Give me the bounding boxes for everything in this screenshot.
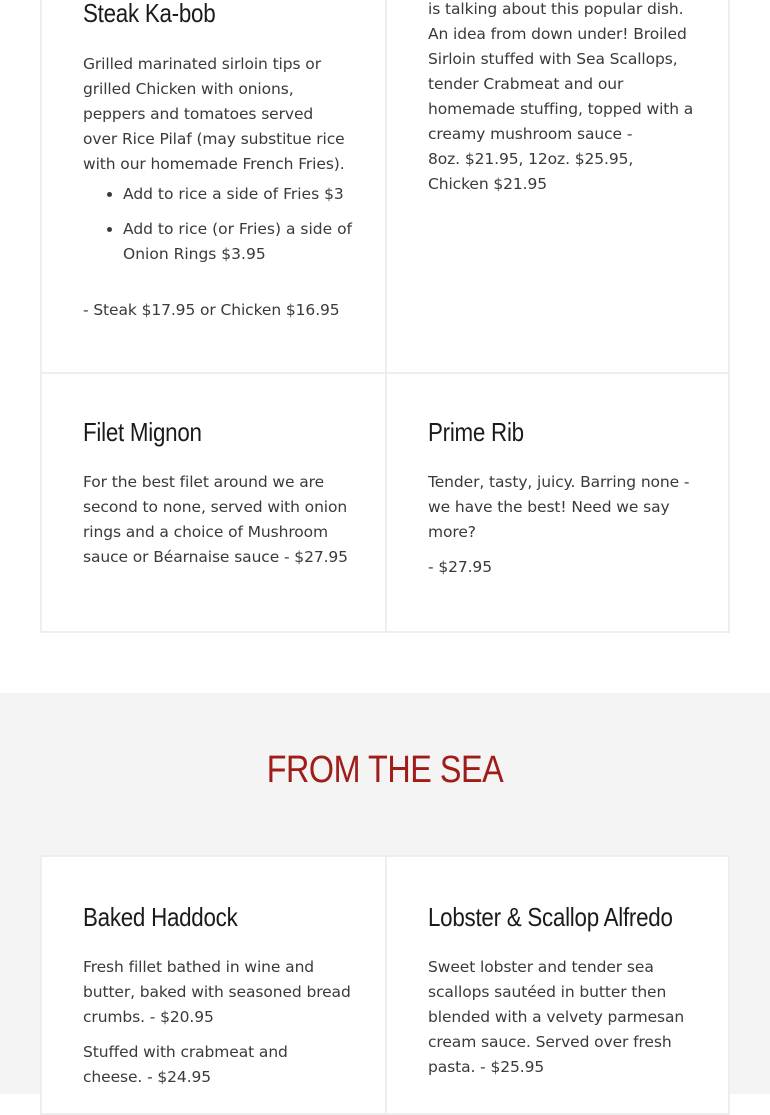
description-line: An idea from down under! Broiled — [428, 25, 687, 43]
addon-list — [83, 182, 393, 277]
menu-card-prime-rib — [385, 372, 730, 633]
menu-item-title: Prime Rib — [428, 417, 524, 447]
menu-item-title: Filet Mignon — [83, 417, 202, 447]
menu-item-description: Grilled marinated sirloin tips or grilled Chicken with onions, peppers and tomatoes served over Rice Pilaf (may substitue rice with our homemade French Fries). — [83, 55, 345, 173]
menu-card-baked-haddock — [40, 855, 387, 1115]
description-line: homemade stuffing, topped with a — [428, 100, 694, 118]
description-line: Chicken $21.95 — [428, 175, 548, 193]
land-menu-grid — [40, 0, 730, 633]
menu-item-title: Baked Haddock — [83, 902, 238, 932]
menu-card-steak-kabob — [40, 0, 387, 374]
description-line: Sirloin stuffed with Sea Scallops, — [428, 50, 678, 68]
addon-item: • Add to rice (or Fries) a side of Onion Rings $3.95 — [123, 217, 393, 267]
menu-item-description: Fresh fillet bathed in wine and butter, baked with seasoned bread crumbs. - $20.95 — [83, 958, 351, 1026]
menu-item-description: Tender, tasty, juicy. Barring none - we have the best! Need we say more? — [428, 473, 690, 541]
menu-item-title: Lobster & Scallop Alfredo — [428, 902, 673, 932]
menu-card-stuffed-sirloin — [385, 0, 730, 374]
menu-item-title: Steak Ka-bob — [83, 0, 216, 28]
menu-item-variant: Stuffed with crabmeat and cheese. - $24.95 — [83, 1043, 288, 1086]
description-line: 8oz. $21.95, 12oz. $25.95, — [428, 150, 634, 168]
description-line: creamy mushroom sauce - — [428, 125, 633, 143]
menu-item-description — [428, 0, 698, 197]
menu-item-price: - $27.95 — [428, 558, 492, 576]
addon-item: • Add to rice a side of Fries $3 — [123, 182, 393, 207]
menu-item-price: - Steak $17.95 or Chicken $16.95 — [83, 301, 340, 319]
description-line: is talking about this popular dish. — [428, 0, 684, 18]
menu-item-description: Sweet lobster and tender sea scallops sautéed in butter then blended with a velvety parmesan cream sauce. Served over fresh pasta. - $25.95 — [428, 958, 685, 1076]
menu-card-filet-mignon — [40, 372, 387, 633]
section-heading: FROM THE SEA — [266, 749, 504, 791]
menu-card-lobster-scallop-alfredo — [385, 855, 730, 1115]
from-the-sea-section — [0, 693, 770, 1094]
menu-item-description: For the best filet around we are second to none, served with onion rings and a choice of Mushroom sauce or Béarnaise sauce - $27.95 — [83, 473, 348, 566]
description-line: tender Crabmeat and our — [428, 75, 624, 93]
